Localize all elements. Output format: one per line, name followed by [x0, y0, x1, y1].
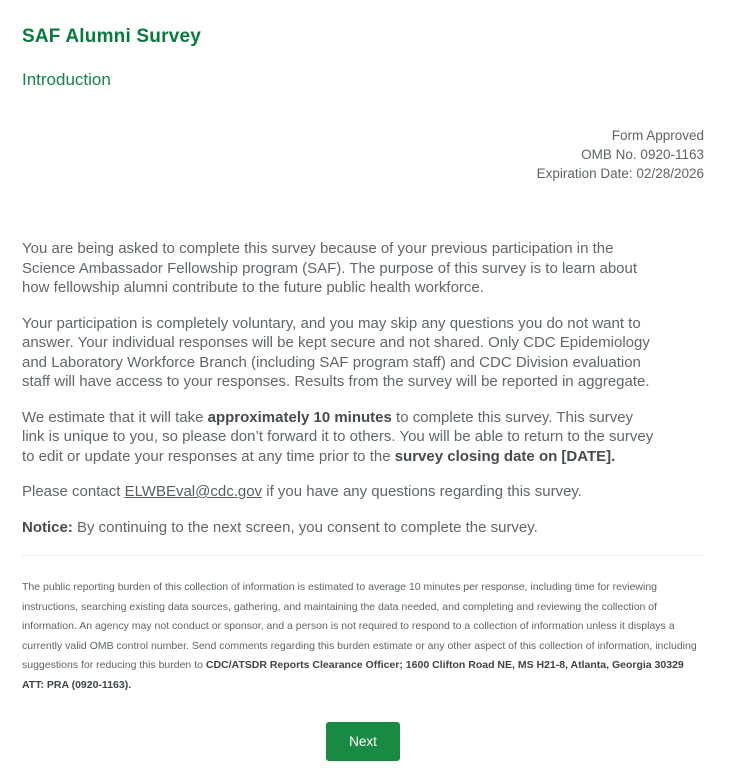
- paragraph-text: if you have any questions regarding this survey.: [262, 483, 582, 500]
- burden-statement: [22, 578, 704, 696]
- closing-date-emphasis: survey closing date on [DATE].: [394, 447, 616, 465]
- clearance-officer-address: CDC/ATSDR Reports Clearance Officer; 1600 Clifton Road NE, MS H21-8, Atlanta, Georgia 30329 ATT: PRA (0920-1163).: [22, 659, 684, 691]
- paragraph-text: You are being asked to complete this survey because of your previous participation in the Science Ambassador Fellowship program (SAF). The purpose of this survey is to learn about how fellowship alumni contribute to the future public health workforce.: [22, 240, 638, 296]
- survey-title: SAF Alumni Survey: [22, 26, 202, 47]
- notice-label: Notice:: [22, 518, 73, 536]
- paragraph-text: By continuing to the next screen, you consent to complete the survey.: [72, 518, 538, 536]
- paragraph-text: Your participation is completely voluntary, and you may skip any questions you do not want to answer. Your individual responses will be kept secure and not shared. Only CDC Epidemiology and Laboratory Workforce Branch (including SAF program staff) and CDC Division evaluation staff will have access to your responses. Results from the survey will be reported in aggregate.: [22, 314, 650, 390]
- form-approved-line: Form Approved: [611, 128, 704, 143]
- notice-paragraph: [22, 518, 658, 538]
- intro-paragraph-duration: [22, 408, 658, 467]
- contact-paragraph: [22, 482, 658, 502]
- paragraph-text: Please contact: [22, 483, 125, 500]
- intro-paragraph-voluntary: [22, 314, 658, 392]
- form-approval-block: [22, 126, 704, 183]
- navigation-row: [22, 722, 704, 761]
- section-divider: [22, 555, 704, 556]
- survey-introduction-text: [22, 239, 704, 537]
- paragraph-text: to complete this survey. This survey link is unique to you, so please don’t forward it to others. You will be able to return to the survey to edit or update your responses at any time prior to the: [22, 408, 654, 465]
- duration-emphasis: approximately 10 minutes: [207, 408, 392, 426]
- contact-email-link[interactable]: ELWBEval@cdc.gov: [124, 483, 263, 500]
- burden-statement-text: The public reporting burden of this collection of information is estimated to average 10 minutes per response, including time for reviewing instructions, searching existing data sources, gathering, and maintaining the data needed, and completing and reviewing the collection of information. An agency may not conduct or sponsor, and a person is not required to respond to a collection of information unless it displays a currently valid OMB control number. Send comments regarding this burden estimate or any other aspect of this collection of information, including suggestions for reducing this burden to: [22, 581, 697, 672]
- intro-paragraph-purpose: [22, 239, 658, 298]
- next-button[interactable]: Next: [326, 722, 400, 761]
- section-title: Introduction: [22, 70, 111, 89]
- expiration-date-line: Expiration Date: 02/28/2026: [536, 166, 704, 181]
- paragraph-text: We estimate that it will take: [22, 408, 208, 426]
- omb-number-line: OMB No. 0920-1163: [581, 147, 704, 162]
